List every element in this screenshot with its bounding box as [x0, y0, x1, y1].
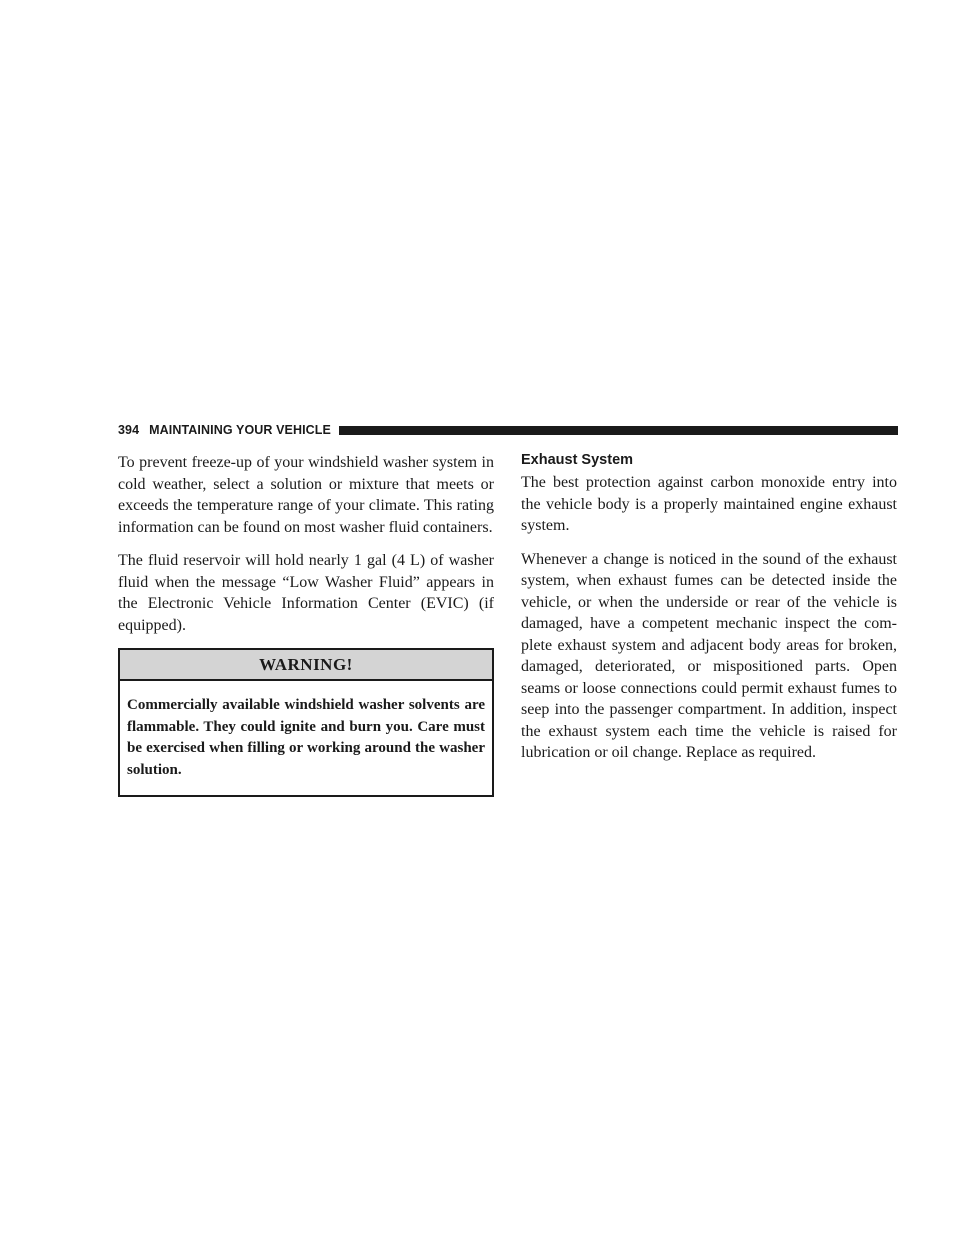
page-number: 394 — [118, 423, 140, 437]
paragraph-freeze-up: To prevent freeze-up of your windshield washer system in cold weather, select a solution or mixture that meets or exceeds the temperature range of your climate. This rating information can be found on most washer fluid containers. — [118, 454, 494, 536]
warning-text: Commercially available windshield washer solvents are flammable. They could ignite and burn you. Care must be exercised when filling or working around the washer solution. — [127, 697, 485, 778]
warning-box — [118, 648, 494, 797]
exhaust-system-heading: Exhaust System — [521, 452, 634, 468]
paragraph-exhaust-inspection: Whenever a change is noticed in the sound of the exhaust system, when exhaust fumes can be detected inside the vehicle, or when the underside or rear of the vehicle is damaged, have a competent mechanic inspect the com-plete exhaust system and adjacent body areas for broken, damaged, deteriorated, or mispositioned parts. Open seams or loose connections could permit exhaust fumes to seep into the passenger compartment. In addition, inspect the exhaust system each time the vehicle is raised for lubrication or oil change. Replace as required. — [521, 550, 897, 761]
section-title: MAINTAINING YOUR VEHICLE — [149, 423, 331, 437]
paragraph-exhaust-protection: The best protection against carbon monoxide entry into the vehicle body is a properly maintained engine exhaust system. — [521, 474, 897, 534]
left-column — [118, 452, 494, 797]
header-rule — [339, 426, 898, 435]
page-header — [118, 423, 898, 437]
right-column — [521, 452, 897, 776]
paragraph-fluid-reservoir: The fluid reservoir will hold nearly 1 gal (4 L) of washer fluid when the message “Low Washer Fluid” appears in the Electronic Vehicle Information Center (EVIC) (if equipped). — [118, 552, 494, 634]
warning-title: WARNING! — [120, 650, 492, 681]
